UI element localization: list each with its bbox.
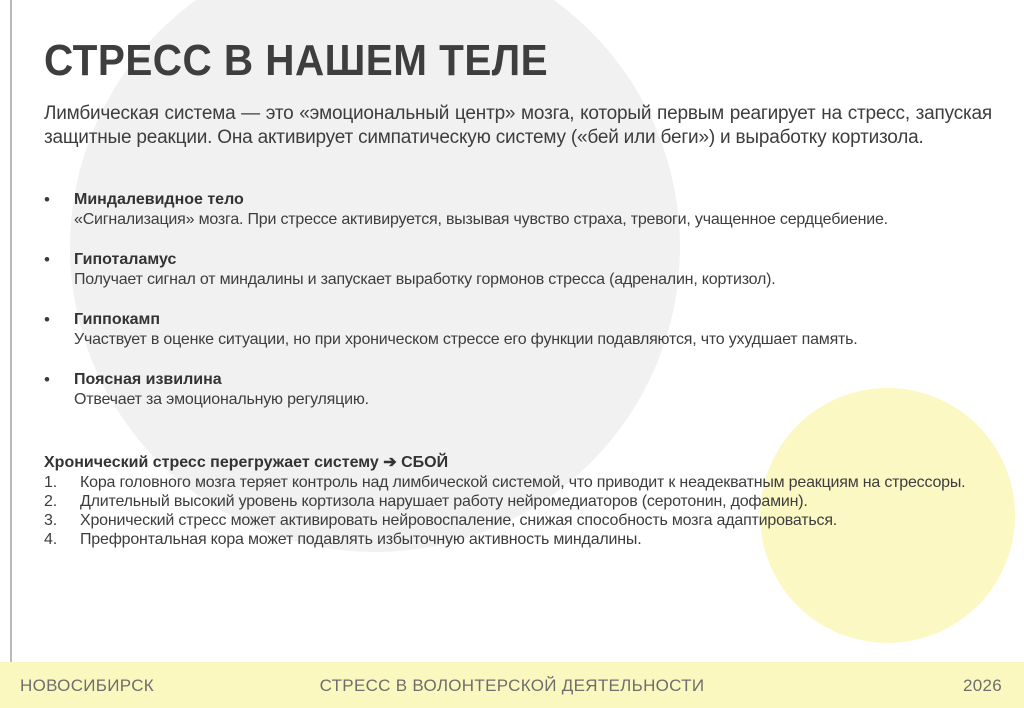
- list-item-heading: Гиппокамп: [74, 311, 161, 328]
- list-item-description: Отвечает за эмоциональную регуляцию.: [74, 391, 369, 408]
- footer-city: НОВОСИБИРСК: [20, 676, 154, 695]
- left-divider: [10, 0, 12, 662]
- item-text: Хронический стресс может активировать нейровоспаление, снижая способность мозга адаптироваться.: [80, 512, 838, 529]
- numbered-item: [44, 530, 984, 549]
- list-item: [44, 250, 992, 290]
- list-item: [44, 310, 992, 350]
- bullet-icon: •: [44, 190, 50, 209]
- bullet-icon: •: [44, 370, 50, 389]
- list-item-description: «Сигнализация» мозга. При стрессе активируется, вызывая чувство страха, тревоги, учащенное сердцебиение.: [74, 211, 888, 228]
- item-number: 3.: [44, 512, 57, 529]
- list-item-heading: Миндалевидное тело: [74, 191, 244, 208]
- numbered-item: [44, 511, 984, 530]
- list-item: [44, 370, 992, 410]
- item-number: 2.: [44, 493, 57, 510]
- slide-title: СТРЕСС В НАШЕМ ТЕЛЕ: [44, 36, 549, 85]
- list-item-description: Получает сигнал от миндалины и запускает выработку гормонов стресса (адреналин, кортизол).: [74, 271, 776, 288]
- footer-presentation-title: СТРЕСС В ВОЛОНТЕРСКОЙ ДЕЯТЕЛЬНОСТИ: [319, 676, 705, 695]
- item-number: 4.: [44, 531, 57, 548]
- item-text: Длительный высокий уровень кортизола нарушает работу нейромедиаторов (серотонин, дофамин).: [80, 493, 808, 510]
- conclusion-list: [44, 473, 984, 549]
- conclusion-heading: Хронический стресс перегружает систему ➔ СБОЙ: [44, 454, 449, 471]
- item-number: 1.: [44, 474, 57, 491]
- list-item-heading: Гипоталамус: [74, 251, 177, 268]
- list-item-heading: Поясная извилина: [74, 371, 222, 388]
- item-text: Префронтальная кора может подавлять избыточную активность миндалины.: [80, 531, 642, 548]
- item-text: Кора головного мозга теряет контроль над лимбической системой, что приводит к неадекватным реакциям на стрессоры.: [80, 474, 966, 491]
- footer-year: 2026: [962, 676, 1002, 695]
- bullet-icon: •: [44, 250, 50, 269]
- brain-structures-list: [44, 190, 992, 430]
- bullet-icon: •: [44, 310, 50, 329]
- intro-paragraph: Лимбическая система — это «эмоциональный центр» мозга, который первым реагирует на стресс, запуская защитные реакции. Она активирует симпатическую систему («бей или беги») и выработку кортизола.: [44, 103, 992, 148]
- numbered-item: [44, 492, 984, 511]
- list-item-description: Участвует в оценке ситуации, но при хроническом стрессе его функции подавляются, что ухудшает память.: [74, 331, 858, 348]
- numbered-item: [44, 473, 984, 492]
- list-item: [44, 190, 992, 230]
- footer-bar: [0, 662, 1024, 708]
